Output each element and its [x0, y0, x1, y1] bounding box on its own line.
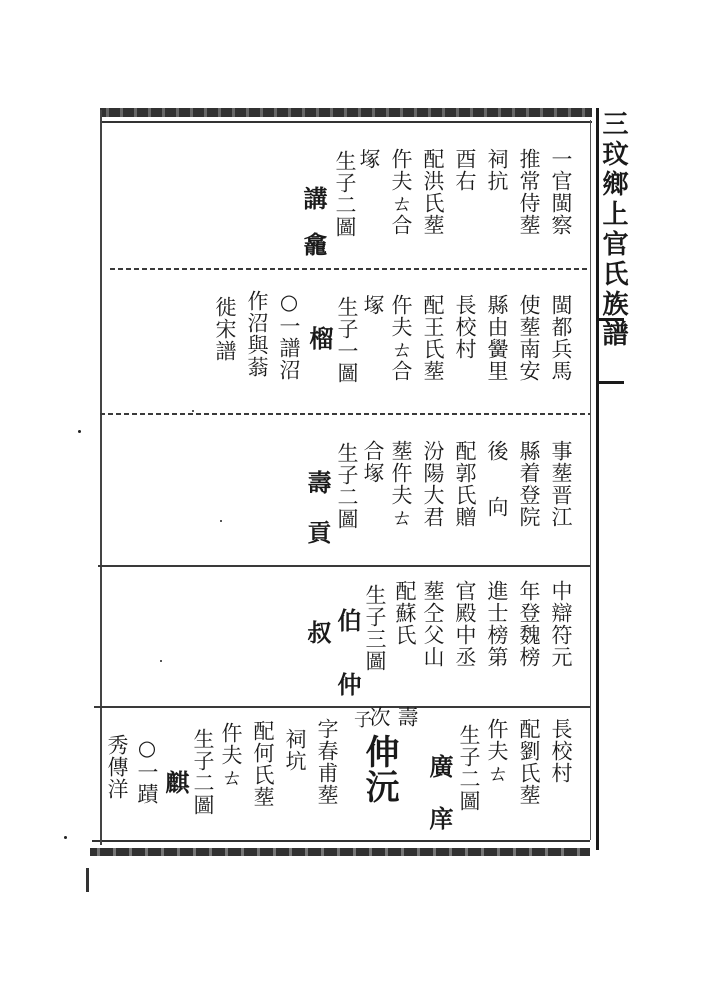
- s4-col-7: 生子三圖: [363, 584, 387, 672]
- s2-col-12: 徙宋譜: [213, 296, 237, 362]
- s1-col-7: 塚: [357, 148, 381, 170]
- s2-col-1: 閩都兵馬: [549, 294, 573, 382]
- s2-col-7: 塚: [361, 294, 385, 316]
- s3-col-4: 配郭氏贈: [453, 440, 477, 528]
- spine-text: 三玟鄉上官氏族譜: [598, 110, 628, 350]
- scan-speck: [78, 430, 81, 433]
- left-border: [100, 110, 102, 845]
- s4-name-2: 仲: [333, 672, 362, 697]
- section-divider: [110, 268, 590, 270]
- s5-main-name: 伸沅: [359, 734, 399, 804]
- s3-col-2: 縣着登院: [517, 440, 541, 528]
- section-divider: [94, 706, 590, 708]
- s1-col-6: 仵夫ㄊ合: [389, 148, 413, 236]
- s4-col-6: 配蘇氏: [393, 580, 417, 646]
- s5-col-3: 仵夫ㄊ: [485, 718, 509, 784]
- s5-col-1: 長校村: [549, 718, 573, 784]
- top-border: [100, 108, 592, 117]
- s2-col-2: 使塟南安: [517, 294, 541, 382]
- s1-name-1: 講: [299, 186, 328, 211]
- s3-col-5: 汾陽大君: [421, 440, 445, 528]
- s3-col-7: 合塚: [361, 440, 385, 484]
- s5-col-11: 字春甫塟: [315, 718, 339, 806]
- s2-col-6: 仵夫ㄊ合: [389, 294, 413, 382]
- s1-col-1: 一官閩察: [549, 148, 573, 236]
- s1-name-2: 龕: [299, 232, 328, 257]
- s4-col-3: 進士榜第: [485, 580, 509, 668]
- s5-col-4: 生子二圖: [457, 724, 481, 812]
- scan-speck: [160, 660, 162, 662]
- scan-speck: [192, 410, 194, 412]
- s4-name-3: 叔: [303, 620, 332, 645]
- s1-col-8: 生子二圖: [333, 150, 357, 238]
- s5-name-2: 庠: [425, 806, 454, 831]
- s1-col-2: 推常侍塟: [517, 148, 541, 236]
- spine-title: [600, 110, 626, 850]
- s1-col-3: 祠抗: [485, 148, 509, 192]
- scan-speck: [64, 836, 67, 839]
- s3-col-3b: 向: [485, 496, 509, 518]
- s3-col-3a: 後: [485, 440, 509, 462]
- s2-col-4: 長校村: [453, 294, 477, 360]
- top-border-inner: [100, 121, 592, 123]
- s2-name: 榴: [305, 326, 334, 351]
- s5-col-7: 壽: [395, 706, 419, 728]
- s5-col-12: 祠坑: [283, 728, 307, 772]
- s4-col-1: 中辯符元: [549, 580, 573, 668]
- s2-col-8: 生子一圖: [335, 296, 359, 384]
- s5-col-18: 秀傳洋: [105, 734, 129, 800]
- s5-col-15: 生子二圖: [191, 728, 215, 816]
- s4-name-1: 伯: [333, 608, 362, 633]
- bottom-border: [90, 848, 590, 856]
- right-border-inner: [590, 120, 591, 840]
- s4-col-2: 年登魏榜: [517, 580, 541, 668]
- s3-col-8: 生子二圖: [335, 442, 359, 530]
- s3-name-1: 壽: [303, 470, 332, 495]
- s2-col-5: 配王氏塟: [421, 294, 445, 382]
- s4-col-5: 塟仝父山: [421, 580, 445, 668]
- s2-col-3: 縣由黌里: [485, 294, 509, 382]
- s5-col-2: 配劉氏塟: [517, 718, 541, 806]
- s3-name-2: 貢: [303, 520, 332, 545]
- s5-name-3: 麒: [161, 770, 190, 795]
- s1-col-4: 酉右: [453, 148, 477, 192]
- bottom-border-inner: [92, 840, 590, 842]
- s2-col-10: ○一譜沼: [277, 290, 301, 381]
- s1-col-5: 配洪氏塟: [421, 148, 445, 236]
- scan-speck: [220, 520, 222, 522]
- spine-marker: [598, 318, 624, 384]
- section-divider: [98, 565, 590, 567]
- s3-col-1: 事塟晋江: [549, 440, 573, 528]
- left-edge-mark: [86, 868, 89, 892]
- s5-col-8: 次: [367, 706, 391, 728]
- s4-col-4: 官殿中丞: [453, 580, 477, 668]
- s5-col-9: 子: [351, 710, 372, 729]
- s2-col-11: 作沼與蓊: [245, 290, 269, 378]
- s5-col-14: 仵夫ㄊ: [219, 722, 243, 788]
- s5-col-13: 配何氏塟: [251, 720, 275, 808]
- s5-name-1: 廣: [425, 754, 454, 779]
- s5-col-17: ○一蹟: [135, 736, 159, 805]
- section-divider: [100, 413, 590, 415]
- s3-col-6: 塟仵夫ㄊ: [389, 440, 413, 528]
